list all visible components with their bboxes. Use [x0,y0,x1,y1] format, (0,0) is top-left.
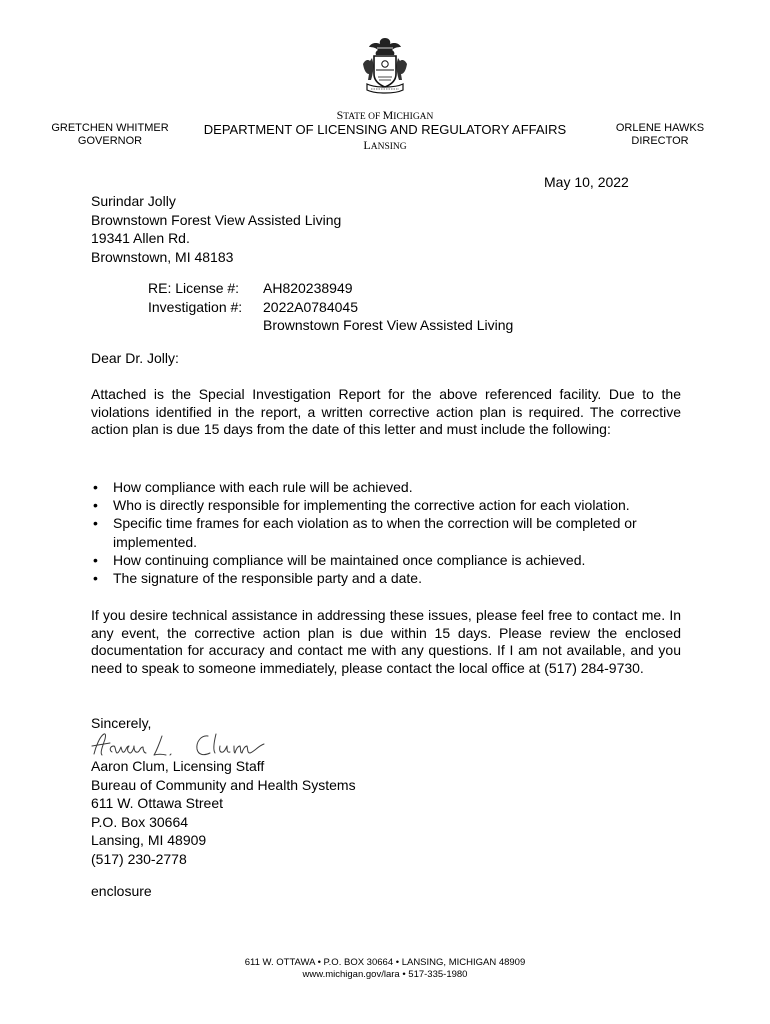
bullet-icon: • [93,515,98,532]
bullet-icon: • [93,479,98,495]
sender-bureau: Bureau of Community and Health Systems [91,776,356,793]
list-item: • Specific time frames for each violation as to when the correction will be completed or implemented. [93,515,637,550]
footer-web-phone: www.michigan.gov/lara • 517-335-1980 [302,969,468,980]
state-m-rest: ICHIGAN [393,112,434,122]
list-item: • How compliance with each rule will be achieved. [93,479,413,495]
director-title: DIRECTOR [631,135,689,147]
investigation-value: 2022A0784045 [263,298,358,315]
list-item: • How continuing compliance will be maintained once compliance is achieved. [93,551,586,568]
body-paragraph-1: Attached is the Special Investigation Report for the above referenced facility. Due to the violations identified in the report, a written corrective action plan is required. The corrective action plan is due 15 days from the date of this letter and must include the following: [91,386,681,438]
city-initial: L [363,138,371,152]
recipient-facility: Brownstown Forest View Assisted Living [91,211,342,228]
state-rest: TATE OF [343,112,383,122]
sender-block [91,757,356,869]
state-heading [0,108,770,123]
reference-block [148,279,513,335]
michigan-seal-icon [359,34,411,98]
sender-po-box: P.O. Box 30664 [91,813,189,830]
list-item: • Who is directly responsible for implementing the corrective action for each violation. [93,497,630,514]
footer-address: 611 W. OTTAWA • P.O. BOX 30664 • LANSING, MICHIGAN 48909 [244,957,526,968]
sender-city: Lansing, MI 48909 [91,832,207,849]
city-rest: ANSING [370,142,407,152]
governor-name: GRETCHEN WHITMER [51,122,169,134]
governor-title: GOVERNOR [77,135,143,147]
recipient-name: Surindar Jolly [91,193,176,209]
license-value: AH820238949 [263,280,353,296]
letter-date: May 10, 2022 [544,174,629,190]
department-heading: DEPARTMENT OF LICENSING AND REGULATORY AFFAIRS [203,122,567,137]
reference-facility: Brownstown Forest View Assisted Living [263,317,514,333]
director-name: ORLENE HAWKS [615,122,705,134]
list-item: • The signature of the responsible party and a date. [93,570,422,587]
bullet-icon: • [93,497,98,514]
investigation-label: Investigation #: [148,298,243,315]
salutation: Dear Dr. Jolly: [91,350,179,366]
recipient-city: Brownstown, MI 48183 [91,248,234,265]
sender-phone: (517) 230-2778 [91,850,187,867]
enclosure-note: enclosure [91,883,152,899]
director-block [600,122,720,148]
state-m-initial: M [382,108,394,122]
license-label: RE: License #: [148,280,240,296]
sender-street: 611 W. Ottawa Street [91,795,224,812]
closing: Sincerely, [91,715,152,731]
bullet-icon: • [93,551,98,568]
state-initial: S [336,108,344,122]
body-paragraph-2: If you desire technical assistance in addressing these issues, please feel free to contact me. In any event, the corrective action plan is due within 15 days. Please review the enclosed documentation for accuracy and contact me with any questions. If I am not available, and you need to speak to someone immediately, please contact the local office at (517) 284-9730. [91,607,681,677]
recipient-street: 19341 Allen Rd. [91,230,190,246]
recipient-address [91,192,341,266]
sender-name-title: Aaron Clum, Licensing Staff [91,758,265,774]
bullet-icon: • [93,570,98,587]
requirements-list [91,478,691,587]
